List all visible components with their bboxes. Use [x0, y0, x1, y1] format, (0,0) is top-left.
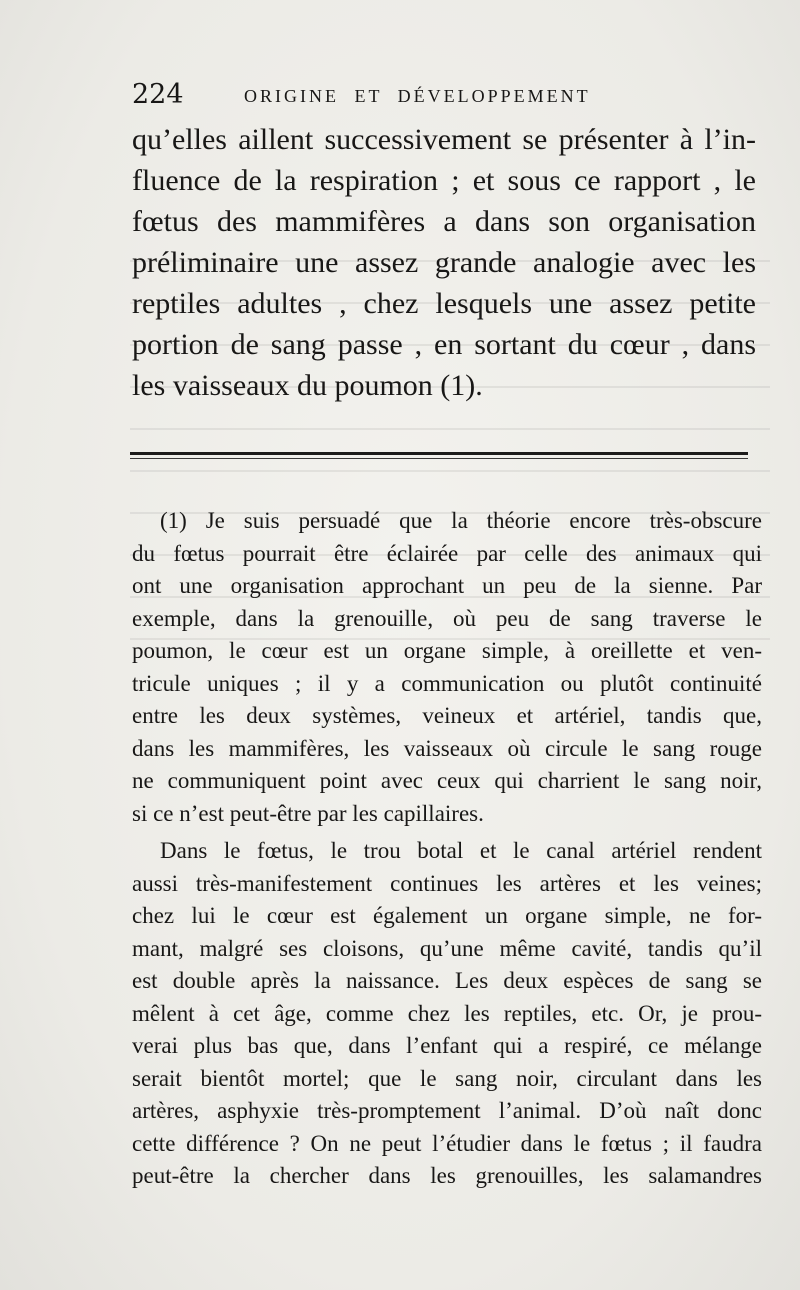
main-text-line: portion de sang passe , en sortant du cœur , dans: [132, 328, 756, 361]
running-title: ORIGINE ET DÉVELOPPEMENT: [244, 86, 591, 106]
footnote: [132, 505, 762, 1193]
footnote-line: mant, malgré ses cloisons, qu’une même cavité, tandis qu’il: [132, 935, 762, 961]
footnote-line: est double après la naissance. Les deux espèces de sang se: [132, 968, 762, 993]
main-text-line: reptiles adultes , chez lesquels une assez petite: [132, 287, 756, 320]
footnote-line: poumon, le cœur est un organe simple, à oreillette et ven-: [132, 638, 762, 663]
footnote-line: tricule uniques ; il y a communication ou plutôt continuité: [132, 670, 762, 696]
footnote-line: entre les deux systèmes, veineux et artériel, tandis que,: [132, 703, 762, 728]
footnote-line: peut-être la chercher dans les grenouilles, les salamandres: [132, 1163, 762, 1188]
footnote-line: dans les mammifères, les vaisseaux où circule le sang rouge: [132, 735, 762, 761]
footnote-line: aussi très-manifestement continues les artères et les veines;: [132, 870, 762, 896]
footnote-line: Dans le fœtus, le trou botal et le canal artériel rendent: [160, 838, 762, 863]
page-number: 224: [132, 79, 184, 110]
main-text-line: fœtus des mammifères a dans son organisation: [132, 205, 756, 238]
footnote-line: serait bientôt mortel; que le sang noir, circulant dans les: [132, 1065, 762, 1091]
footnote-line: verai plus bas que, dans l’enfant qui a respiré, ce mélange: [132, 1033, 762, 1058]
main-text-line: préliminaire une assez grande analogie avec les: [132, 246, 756, 279]
footnote-line: ne communiquent point avec ceux qui charrient le sang noir,: [132, 768, 762, 793]
main-paragraph: [132, 119, 756, 406]
footnote-line: du fœtus pourrait être éclairée par celle des animaux qui: [132, 540, 762, 566]
footnote-line: (1) Je suis persuadé que la théorie encore très-obscure: [160, 508, 762, 533]
footnote-line: chez lui le cœur est également un organe simple, ne for-: [132, 903, 762, 928]
footnote-separator-rule-thin: [130, 458, 748, 459]
footnote-line: exemple, dans la grenouille, où peu de sang traverse le: [132, 605, 762, 631]
footnote-separator-rule: [130, 452, 748, 455]
footnote-line: si ce n’est peut-être par les capillaires.: [132, 800, 484, 826]
main-text-line: fluence de la respiration ; et sous ce rapport , le: [132, 164, 756, 197]
main-text-line: qu’elles aillent successivement se présenter à l’in-: [132, 123, 756, 156]
main-text-line: les vaisseaux du poumon (1).: [132, 369, 483, 402]
footnote-line: ont une organisation approchant un peu de la sienne. Par: [132, 573, 762, 598]
footnote-line: artères, asphyxie très-promptement l’animal. D’où naît donc: [132, 1098, 762, 1123]
footnote-line: mêlent à cet âge, comme chez les reptiles, etc. Or, je prou-: [132, 1000, 762, 1026]
page-header: [132, 78, 752, 112]
footnote-line: cette différence ? On ne peut l’étudier dans le fœtus ; il faudra: [132, 1130, 762, 1156]
